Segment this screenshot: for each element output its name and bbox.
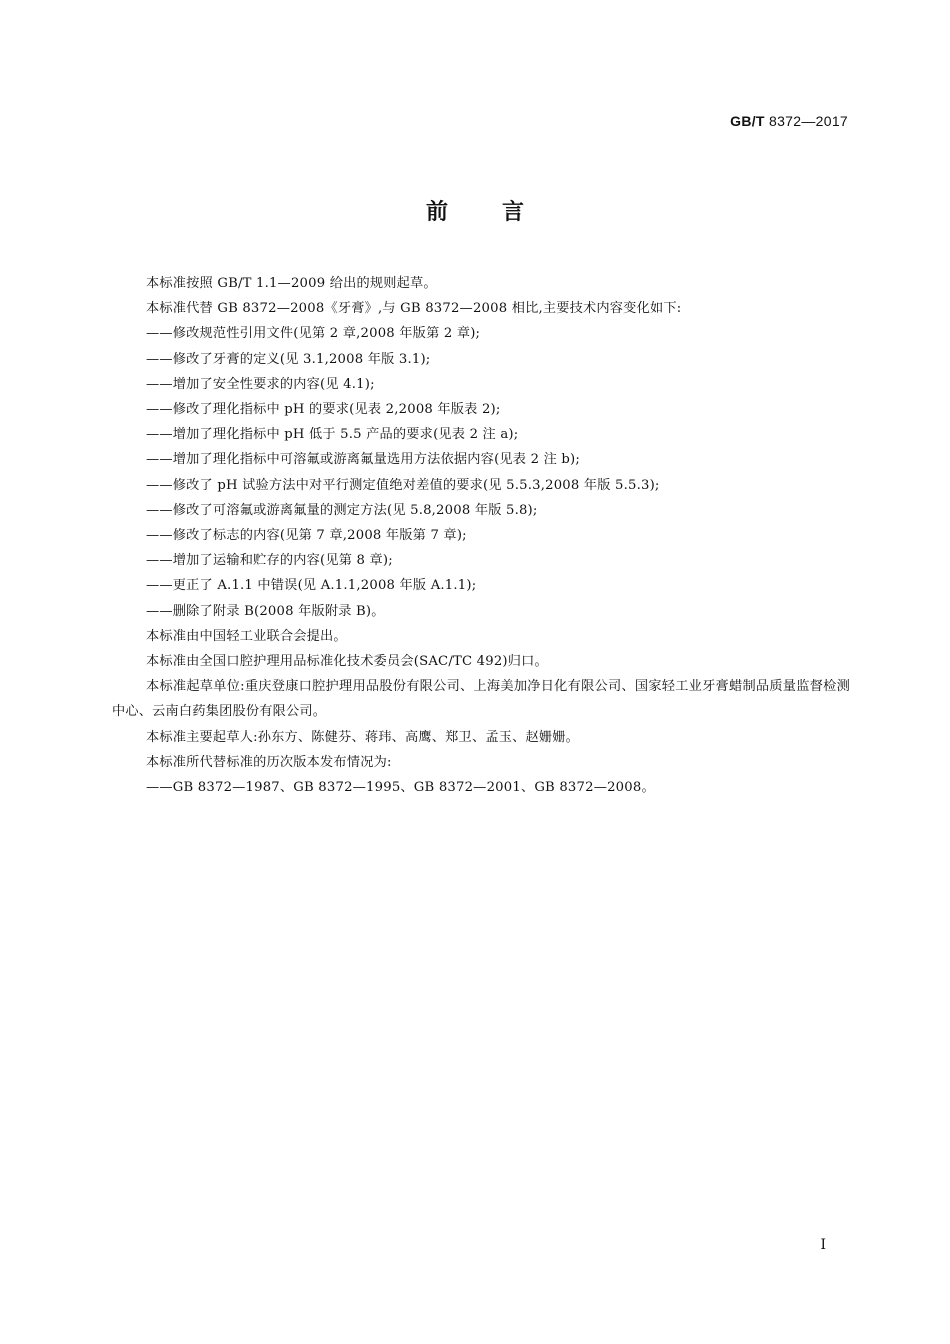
list-item: ——增加了理化指标中 pH 低于 5.5 产品的要求(见表 2 注 a); xyxy=(146,427,519,443)
paragraph-drafters: 本标准主要起草人:孙东方、陈健芬、蒋玮、高鹰、郑卫、孟玉、赵姗姗。 xyxy=(146,729,580,745)
list-item: ——GB 8372—1987、GB 8372—1995、GB 8372—2001、GB 8372—2008。 xyxy=(146,780,655,796)
standard-code-number: 8372—2017 xyxy=(769,113,848,129)
list-item: ——修改了 pH 试验方法中对平行测定值绝对差值的要求(见 5.5.3,2008 年版 5.5.3); xyxy=(146,477,660,493)
list-item: ——增加了运输和贮存的内容(见第 8 章); xyxy=(146,553,393,569)
paragraph: 本标准所代替标准的历次版本发布情况为: xyxy=(146,754,392,770)
list-item: ——修改了标志的内容(见第 7 章,2008 年版第 7 章); xyxy=(146,528,467,544)
list-item: ——增加了安全性要求的内容(见 4.1); xyxy=(146,376,375,392)
list-item: ——删除了附录 B(2008 年版附录 B)。 xyxy=(146,603,385,619)
paragraph-drafting-units: 本标准起草单位:重庆登康口腔护理用品股份有限公司、上海美加净日化有限公司、国家轻工业牙膏蜡制品质量监督检测中心、云南白药集团股份有限公司。 xyxy=(112,679,850,720)
paragraph: 本标准由中国轻工业联合会提出。 xyxy=(146,628,347,644)
paragraph: 本标准代替 GB 8372—2008《牙膏》,与 GB 8372—2008 相比,主要技术内容变化如下: xyxy=(146,301,682,317)
standard-code-prefix: GB/T xyxy=(730,113,765,129)
list-item: ——修改规范性引用文件(见第 2 章,2008 年版第 2 章); xyxy=(146,326,481,342)
page-title: 前言 xyxy=(425,200,578,225)
list-item: ——增加了理化指标中可溶氟或游离氟量选用方法依据内容(见表 2 注 b); xyxy=(146,452,580,468)
page-number: I xyxy=(820,1237,826,1253)
list-item: ——修改了可溶氟或游离氟量的测定方法(见 5.8,2008 年版 5.8); xyxy=(146,502,538,518)
foreword-body xyxy=(112,271,850,800)
list-item: ——修改了理化指标中 pH 的要求(见表 2,2008 年版表 2); xyxy=(146,402,501,418)
standard-code xyxy=(730,113,848,129)
paragraph: 本标准由全国口腔护理用品标准化技术委员会(SAC/TC 492)归口。 xyxy=(146,654,548,670)
paragraph: 本标准按照 GB/T 1.1—2009 给出的规则起草。 xyxy=(146,276,437,291)
list-item: ——修改了牙膏的定义(见 3.1,2008 年版 3.1); xyxy=(146,351,431,367)
list-item: ——更正了 A.1.1 中错误(见 A.1.1,2008 年版 A.1.1); xyxy=(146,578,477,594)
